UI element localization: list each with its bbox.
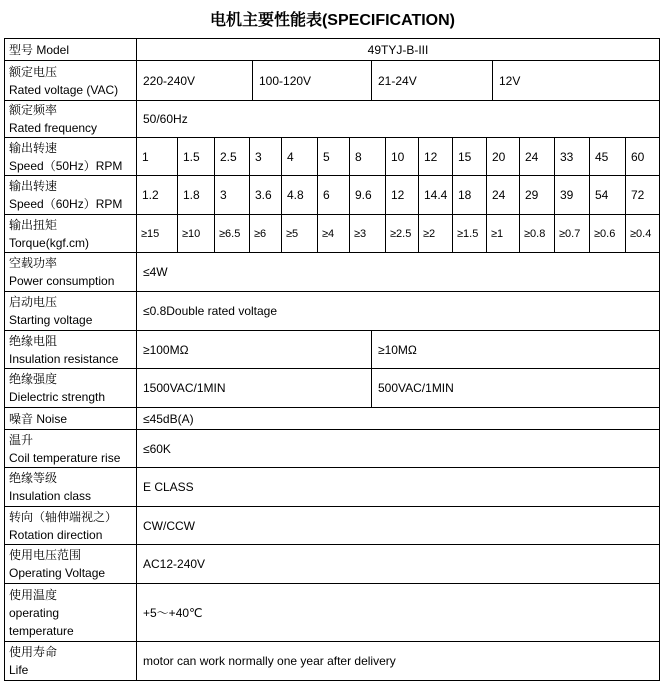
speed-50hz-cell: 5	[318, 138, 350, 175]
speed-60hz-cell: 18	[453, 176, 487, 214]
speed-60hz-cell: 9.6	[350, 176, 386, 214]
power-consumption-label: 空载功率 Power consumption	[5, 253, 137, 291]
spec-row-operating-temperature	[5, 584, 659, 642]
operating-temperature-label: 使用温度 operating temperature	[5, 584, 137, 641]
speed-60hz-cell: 1.8	[178, 176, 215, 214]
speed-50hz-cell: 45	[590, 138, 626, 175]
spec-row-rated-frequency	[5, 101, 659, 138]
spec-row-torque	[5, 215, 659, 253]
speed-50hz-cell: 8	[350, 138, 386, 175]
speed-50hz-cell: 2.5	[215, 138, 250, 175]
speed-60hz-cell: 3.6	[250, 176, 282, 214]
insulation-resistance-label: 绝缘电阻 Insulation resistance	[5, 331, 137, 368]
rated-voltage-cell: 100-120V	[253, 61, 372, 100]
rated-voltage-cell: 21-24V	[372, 61, 493, 100]
power-consumption-value: ≤4W	[143, 265, 168, 279]
torque-cell: ≥5	[282, 215, 318, 252]
spec-row-operating-voltage	[5, 545, 659, 584]
speed-60hz-cell: 54	[590, 176, 626, 214]
speed-60hz-cell: 3	[215, 176, 250, 214]
torque-cell: ≥4	[318, 215, 350, 252]
rotation-direction-label: 转向（轴伸端视之） Rotation direction	[5, 507, 137, 544]
dielectric-strength-label: 绝缘强度 Dielectric strength	[5, 369, 137, 407]
torque-cell: ≥0.7	[555, 215, 590, 252]
page-title: 电机主要性能表(SPECIFICATION)	[209, 12, 456, 29]
dielectric-strength-cell: 500VAC/1MIN	[378, 381, 454, 395]
speed-60hz-cell: 72	[631, 188, 645, 202]
temperature-rise-value: ≤60K	[143, 441, 171, 456]
speed-50hz-cell: 3	[250, 138, 282, 175]
torque-cell: ≥0.8	[520, 215, 555, 252]
speed-50hz-cell: 4	[282, 138, 318, 175]
spec-row-dielectric-strength	[5, 369, 659, 408]
spec-row-insulation-resistance	[5, 331, 659, 369]
insulation-resistance-cell: ≥100MΩ	[137, 331, 372, 368]
rated-voltage-cell: 12V	[499, 73, 521, 88]
spec-row-noise	[5, 408, 659, 430]
torque-cell: ≥1.5	[453, 215, 487, 252]
torque-cell: ≥10	[178, 215, 215, 252]
specification-table	[4, 38, 660, 681]
speed-60hz-cell: 24	[487, 176, 520, 214]
dielectric-strength-cell: 1500VAC/1MIN	[137, 369, 372, 407]
speed-50hz-cell: 33	[555, 138, 590, 175]
temperature-rise-label: 温升 Coil temperature rise	[5, 430, 137, 467]
operating-voltage-value: AC12-240V	[143, 557, 206, 571]
torque-cell: ≥6.5	[215, 215, 250, 252]
spec-row-starting-voltage	[5, 292, 659, 331]
spec-row-rotation-direction	[5, 507, 659, 545]
insulation-resistance-cell: ≥10MΩ	[378, 342, 417, 357]
rotation-direction-value: CW/CCW	[143, 518, 195, 533]
torque-cell: ≥2.5	[386, 215, 419, 252]
rated-voltage-label: 额定电压 Rated voltage (VAC)	[5, 61, 137, 100]
model-label: 型号 Model	[5, 39, 137, 60]
speed-60hz-label: 输出转速 Speed（60Hz）RPM	[5, 176, 137, 214]
spec-row-speed-60hz	[5, 176, 659, 215]
torque-cell: ≥1	[487, 215, 520, 252]
spec-row-power-consumption	[5, 253, 659, 292]
speed-50hz-cell: 10	[386, 138, 419, 175]
rated-frequency-value: 50/60Hz	[143, 112, 188, 126]
spec-row-life	[5, 642, 659, 680]
speed-50hz-cell: 12	[419, 138, 453, 175]
torque-cell: ≥0.4	[630, 227, 652, 240]
speed-60hz-cell: 29	[520, 176, 555, 214]
life-label: 使用寿命 Life	[5, 642, 137, 680]
operating-voltage-label: 使用电压范围 Operating Voltage	[5, 545, 137, 583]
speed-60hz-cell: 6	[318, 176, 350, 214]
life-value: motor can work normally one year after delivery	[143, 654, 396, 668]
speed-60hz-cell: 14.4	[419, 176, 453, 214]
speed-60hz-cell: 1.2	[137, 176, 178, 214]
spec-row-insulation-class	[5, 468, 659, 507]
insulation-class-value: E CLASS	[143, 480, 194, 494]
starting-voltage-value: ≤0.8Double rated voltage	[143, 304, 278, 318]
spec-row-temperature-rise	[5, 430, 659, 468]
insulation-class-label: 绝缘等级 Insulation class	[5, 468, 137, 506]
speed-60hz-cell: 4.8	[282, 176, 318, 214]
spec-row-rated-voltage	[5, 61, 659, 101]
speed-50hz-cell: 24	[520, 138, 555, 175]
torque-label: 输出扭矩 Torque(kgf.cm)	[5, 215, 137, 252]
noise-value: ≤45dB(A)	[143, 411, 194, 426]
torque-cell: ≥2	[419, 215, 453, 252]
speed-50hz-label: 输出转速 Speed（50Hz）RPM	[5, 138, 137, 175]
spec-row-model	[5, 39, 659, 61]
rated-voltage-cell: 220-240V	[137, 61, 253, 100]
rated-frequency-label: 额定频率 Rated frequency	[5, 101, 137, 137]
torque-cell: ≥0.6	[590, 215, 626, 252]
spec-row-speed-50hz	[5, 138, 659, 176]
torque-cell: ≥3	[350, 215, 386, 252]
speed-50hz-cell: 15	[453, 138, 487, 175]
operating-temperature-value: +5～+40℃	[143, 606, 203, 620]
speed-50hz-cell: 60	[631, 149, 645, 164]
speed-50hz-cell: 1	[137, 138, 178, 175]
torque-cell: ≥15	[137, 215, 178, 252]
speed-50hz-cell: 1.5	[178, 138, 215, 175]
speed-50hz-cell: 20	[487, 138, 520, 175]
starting-voltage-label: 启动电压 Starting voltage	[5, 292, 137, 330]
noise-label: 噪音 Noise	[5, 408, 137, 429]
speed-60hz-cell: 39	[555, 176, 590, 214]
speed-60hz-cell: 12	[386, 176, 419, 214]
model-value: 49TYJ-B-III	[367, 42, 429, 57]
torque-cell: ≥6	[250, 215, 282, 252]
